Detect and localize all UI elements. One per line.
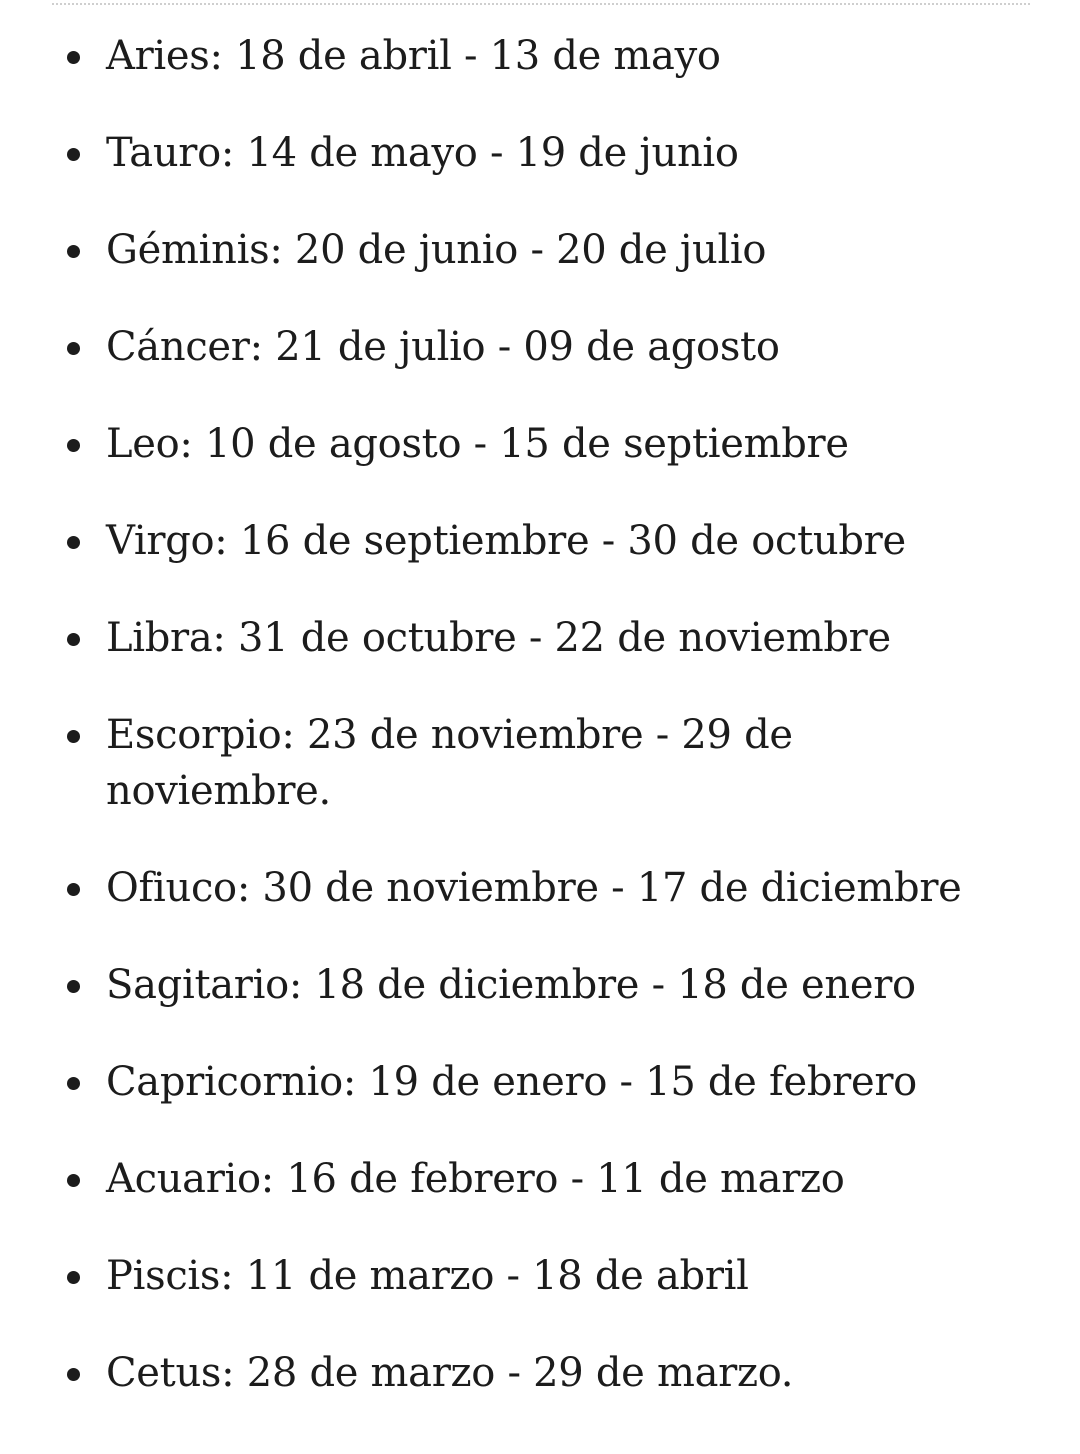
bullet-icon: [67, 439, 80, 452]
list-item-text: Ofiuco: 30 de noviembre - 17 de diciembre: [106, 865, 962, 911]
list-item-piscis: [0, 1248, 1080, 1304]
bullet-icon: [67, 883, 80, 896]
list-item-text: Tauro: 14 de mayo - 19 de junio: [106, 130, 739, 176]
list-item-ofiuco: [0, 860, 1080, 916]
list-item-cetus: [0, 1345, 1080, 1401]
list-item-text: Capricornio: 19 de enero - 15 de febrero: [106, 1059, 917, 1105]
bullet-icon: [67, 1077, 80, 1090]
list-item-tauro: [0, 125, 1080, 181]
bullet-icon: [67, 51, 80, 64]
list-item-text: Escorpio: 23 de noviembre - 29 de noviembre.: [106, 712, 793, 814]
bullet-icon: [67, 245, 80, 258]
list-item-virgo: [0, 513, 1080, 569]
zodiac-date-list: [0, 28, 1080, 1442]
list-item-text: Sagitario: 18 de diciembre - 18 de enero: [106, 962, 916, 1008]
list-item-acuario: [0, 1151, 1080, 1207]
list-item-sagitario: [0, 957, 1080, 1013]
top-divider: [52, 3, 1030, 5]
list-item-geminis: [0, 222, 1080, 278]
list-item-text: Acuario: 16 de febrero - 11 de marzo: [106, 1156, 845, 1202]
list-item-cancer: [0, 319, 1080, 375]
bullet-icon: [67, 1174, 80, 1187]
bullet-icon: [67, 536, 80, 549]
bullet-icon: [67, 633, 80, 646]
list-item-text: Cáncer: 21 de julio - 09 de agosto: [106, 324, 780, 370]
bullet-icon: [67, 1271, 80, 1284]
list-item-aries: [0, 28, 1080, 84]
list-item-text: Piscis: 11 de marzo - 18 de abril: [106, 1253, 749, 1299]
bullet-icon: [67, 342, 80, 355]
list-item-leo: [0, 416, 1080, 472]
bullet-icon: [67, 730, 80, 743]
list-item-text: Leo: 10 de agosto - 15 de septiembre: [106, 421, 849, 467]
list-item-text: Virgo: 16 de septiembre - 30 de octubre: [106, 518, 906, 564]
list-item-libra: [0, 610, 1080, 666]
list-item-capricornio: [0, 1054, 1080, 1110]
list-item-text: Cetus: 28 de marzo - 29 de marzo.: [106, 1350, 794, 1396]
list-item-text: Libra: 31 de octubre - 22 de noviembre: [106, 615, 891, 661]
list-item-escorpio: [0, 707, 1080, 819]
bullet-icon: [67, 148, 80, 161]
bullet-icon: [67, 1368, 80, 1381]
list-item-text: Géminis: 20 de junio - 20 de julio: [106, 227, 767, 273]
bullet-icon: [67, 980, 80, 993]
list-item-text: Aries: 18 de abril - 13 de mayo: [106, 33, 721, 79]
